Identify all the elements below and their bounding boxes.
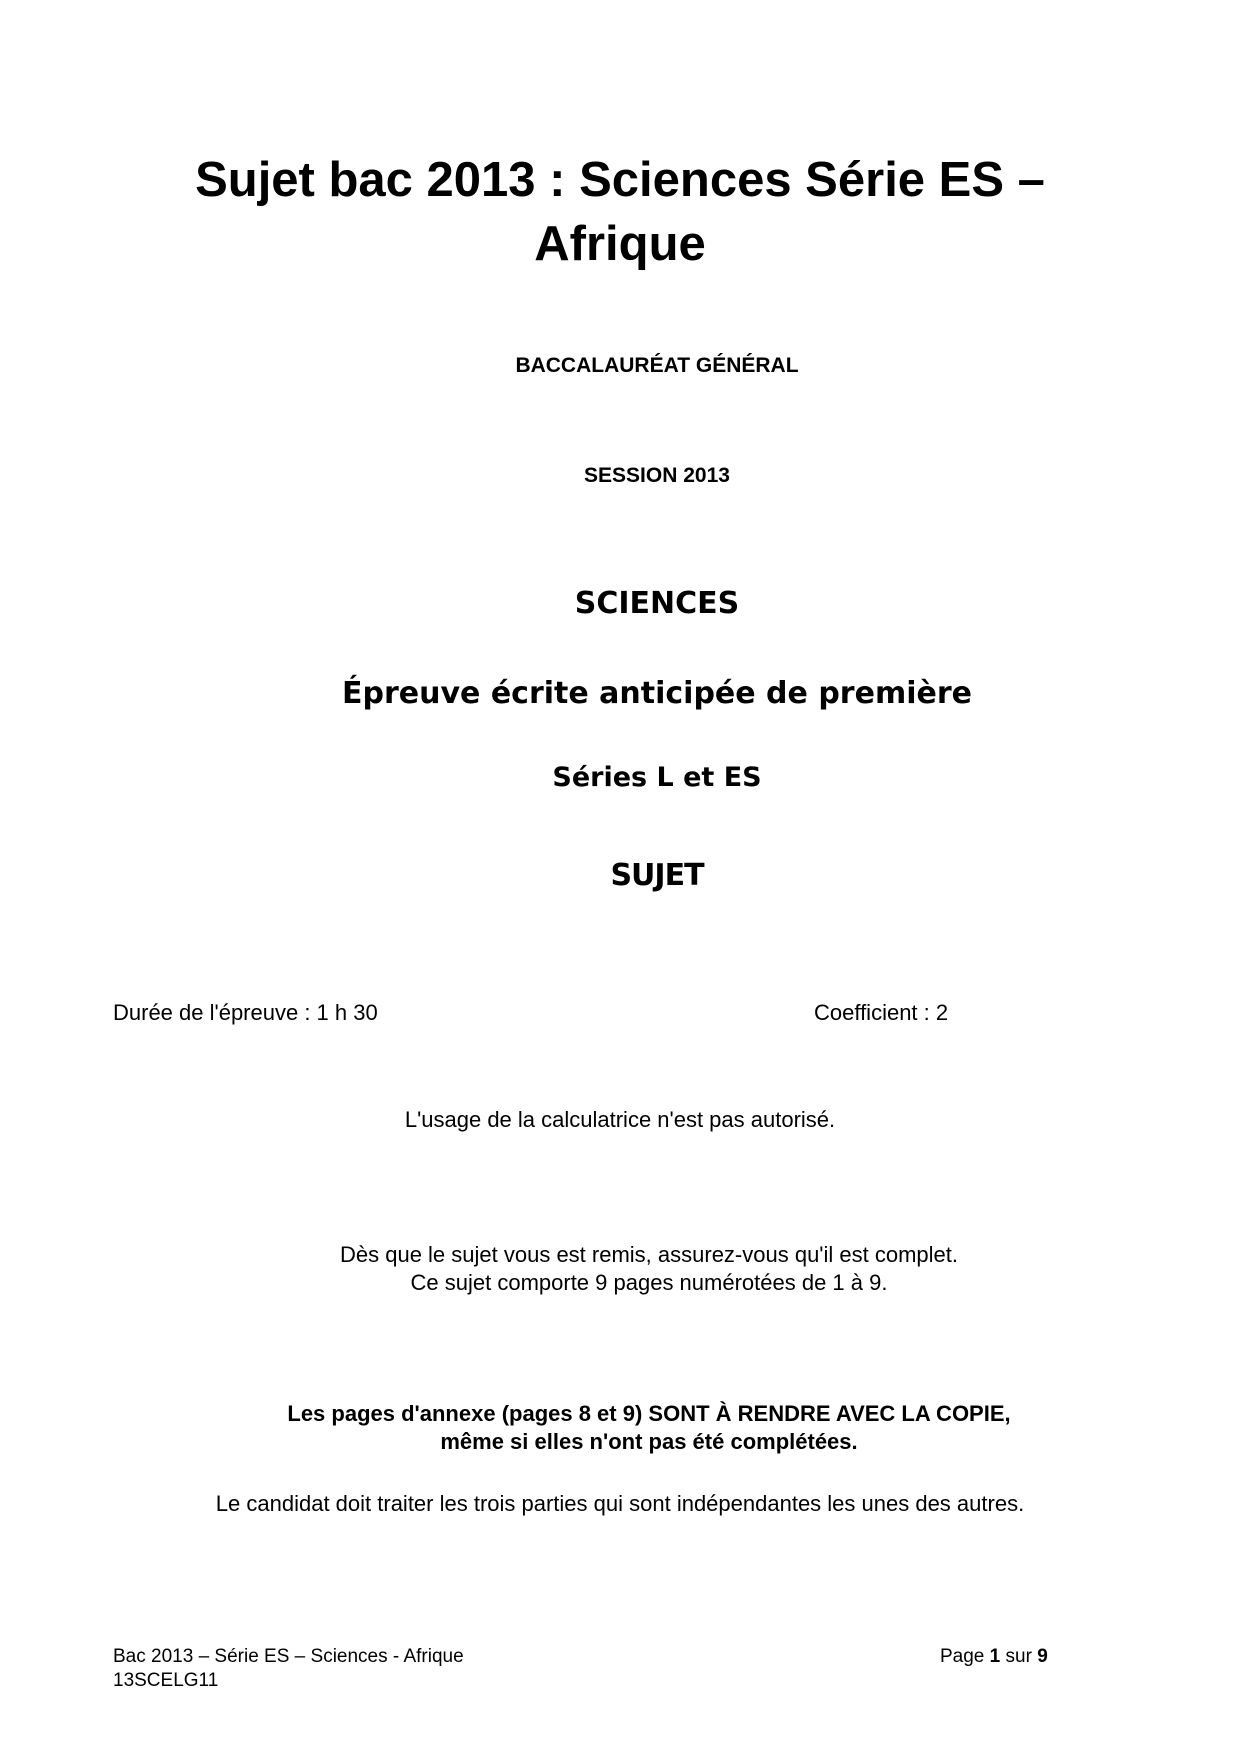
completeness-notice [0,1241,1240,1297]
exam-name: BACCALAURÉAT GÉNÉRAL [515,354,799,377]
annex-line-2: même si elles n'ont pas été complétées. [440,1429,858,1454]
page-current: 1 [989,1646,1001,1667]
session-label: SESSION 2013 [584,464,730,487]
title-line-2: Afrique [534,217,706,271]
duration: Durée de l'épreuve : 1 h 30 [113,1000,378,1025]
sujet-label: SUJET [610,858,704,893]
subject-heading: SCIENCES [574,586,740,621]
series-label: Séries L et ES [552,762,762,793]
page-total: 9 [1037,1646,1048,1667]
page-number [940,1645,1048,1669]
annex-line-1: Les pages d'annexe (pages 8 et 9) SONT À RENDRE AVEC LA COPIE, [287,1401,1011,1426]
page-middle: sur [1005,1646,1032,1667]
completeness-line-2: Ce sujet comporte 9 pages numérotées de 1 à 9. [410,1270,888,1295]
document-title [0,148,1240,276]
footer-code: 13SCELG11 [113,1670,219,1691]
annex-notice [0,1400,1240,1456]
coefficient: Coefficient : 2 [814,1000,949,1025]
title-line-1: Sujet bac 2013 : Sciences Série ES – [195,153,1045,207]
calculator-notice: L'usage de la calculatrice n'est pas autorisé. [404,1107,836,1132]
test-type: Épreuve écrite anticipée de première [342,676,972,711]
footer-left [113,1645,464,1693]
completeness-line-1: Dès que le sujet vous est remis, assurez-vous qu'il est complet. [339,1242,959,1267]
page-prefix: Page [940,1646,985,1667]
footer-title: Bac 2013 – Série ES – Sciences - Afrique [113,1646,464,1667]
instructions: Le candidat doit traiter les trois parties qui sont indépendantes les unes des autres. [215,1491,1025,1516]
